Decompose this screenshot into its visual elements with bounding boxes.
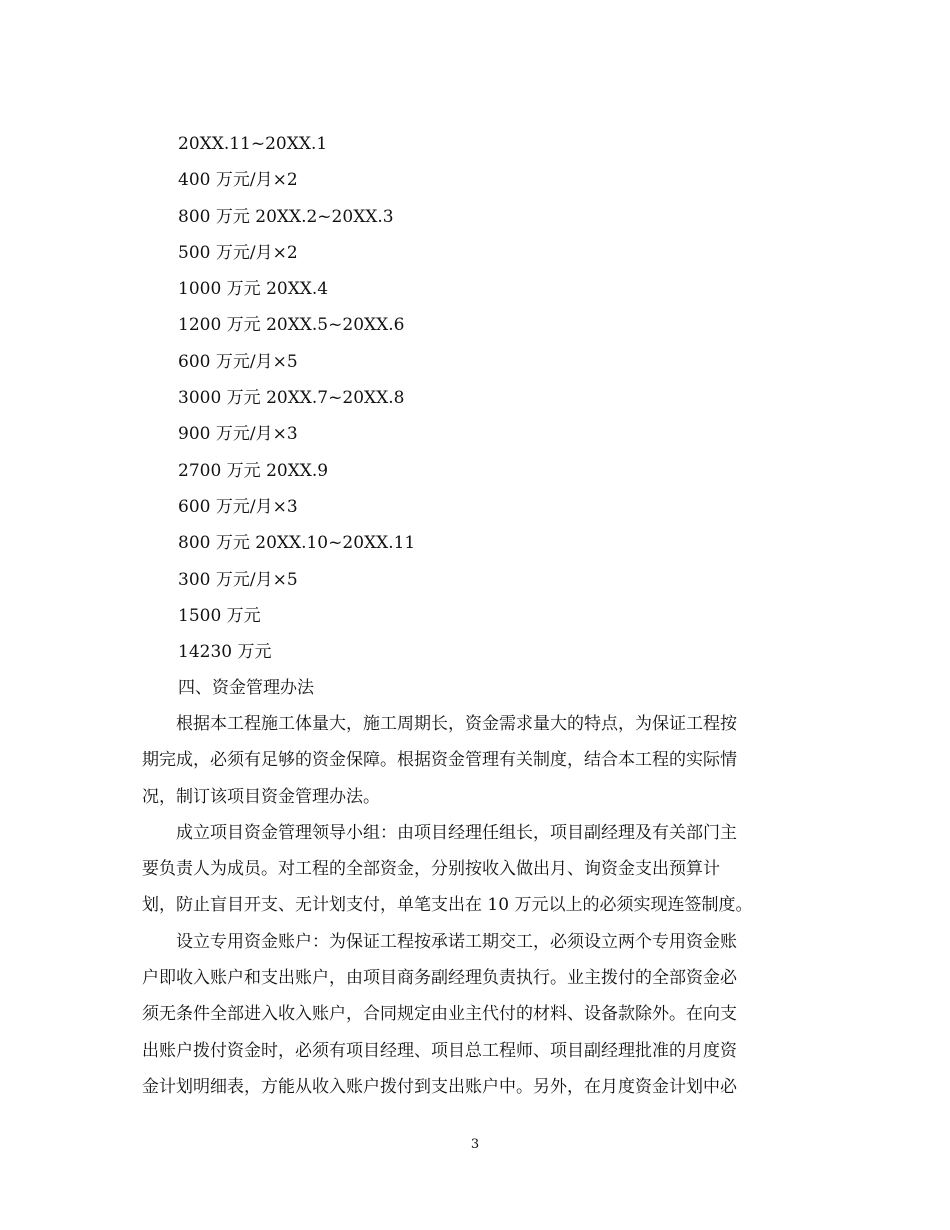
- paragraph-dedicated-accounts: [142, 924, 802, 1105]
- paragraph-line: 期完成，必须有足够的资金保障。根据资金管理有关制度，结合本工程的实际情: [142, 750, 737, 771]
- schedule-line: 400 万元/月×2: [178, 170, 298, 191]
- paragraph-fund-management-intro: [142, 706, 802, 815]
- schedule-line: 14230 万元: [178, 642, 272, 663]
- paragraph-leadership-group: [142, 815, 802, 924]
- schedule-line: 600 万元/月×5: [178, 351, 298, 372]
- schedule-line: 300 万元/月×5: [178, 569, 298, 590]
- schedule-line: 3000 万元 20XX.7~20XX.8: [178, 388, 405, 409]
- paragraph-line: 设立专用资金账户：为保证工程按承诺工期交工，必须设立两个专用资金账: [176, 931, 737, 952]
- page-number: 3: [470, 1137, 480, 1152]
- paragraph-line: 须无条件全部进入收入账户，合同规定由业主代付的材料、设备款除外。在向支: [142, 1004, 737, 1025]
- schedule-list: [178, 126, 415, 707]
- schedule-line: 800 万元 20XX.2~20XX.3: [178, 206, 394, 227]
- section-heading: 四、资金管理办法: [178, 678, 314, 699]
- paragraph-line: 要负责人为成员。对工程的全部资金，分别按收入做出月、询资金支出预算计: [142, 859, 720, 880]
- schedule-line: 1200 万元 20XX.5~20XX.6: [178, 315, 405, 336]
- paragraph-line: 根据本工程施工体量大，施工周期长，资金需求量大的特点，为保证工程按: [176, 714, 737, 734]
- schedule-line: 800 万元 20XX.10~20XX.11: [178, 533, 416, 554]
- schedule-line: 2700 万元 20XX.9: [178, 460, 329, 481]
- paragraph-line: 成立项目资金管理领导小组：由项目经理任组长，项目副经理及有关部门主: [176, 822, 737, 843]
- body-text: [142, 706, 802, 1105]
- paragraph-line: 况，制订该项目资金管理办法。: [142, 786, 380, 807]
- paragraph-line: 出账户拨付资金时，必须有项目经理、项目总工程师、项目副经理批准的月度资: [142, 1040, 737, 1061]
- schedule-line: 1000 万元 20XX.4: [178, 279, 329, 300]
- schedule-line: 20XX.11~20XX.1: [178, 134, 328, 154]
- paragraph-line: 户即收入账户和支出账户，由项目商务副经理负责执行。业主拨付的全部资金必: [142, 968, 737, 989]
- paragraph-line: 划，防止盲目开支、无计划支付，单笔支出在 10 万元以上的必须实现连签制度。: [142, 895, 753, 916]
- paragraph-line: 金计划明细表，方能从收入账户拨付到支出账户中。另外，在月度资金计划中必: [142, 1076, 737, 1097]
- schedule-line: 600 万元/月×3: [178, 496, 298, 517]
- schedule-line: 500 万元/月×2: [178, 242, 298, 263]
- schedule-line: 1500 万元: [178, 605, 261, 626]
- schedule-line: 900 万元/月×3: [178, 424, 298, 445]
